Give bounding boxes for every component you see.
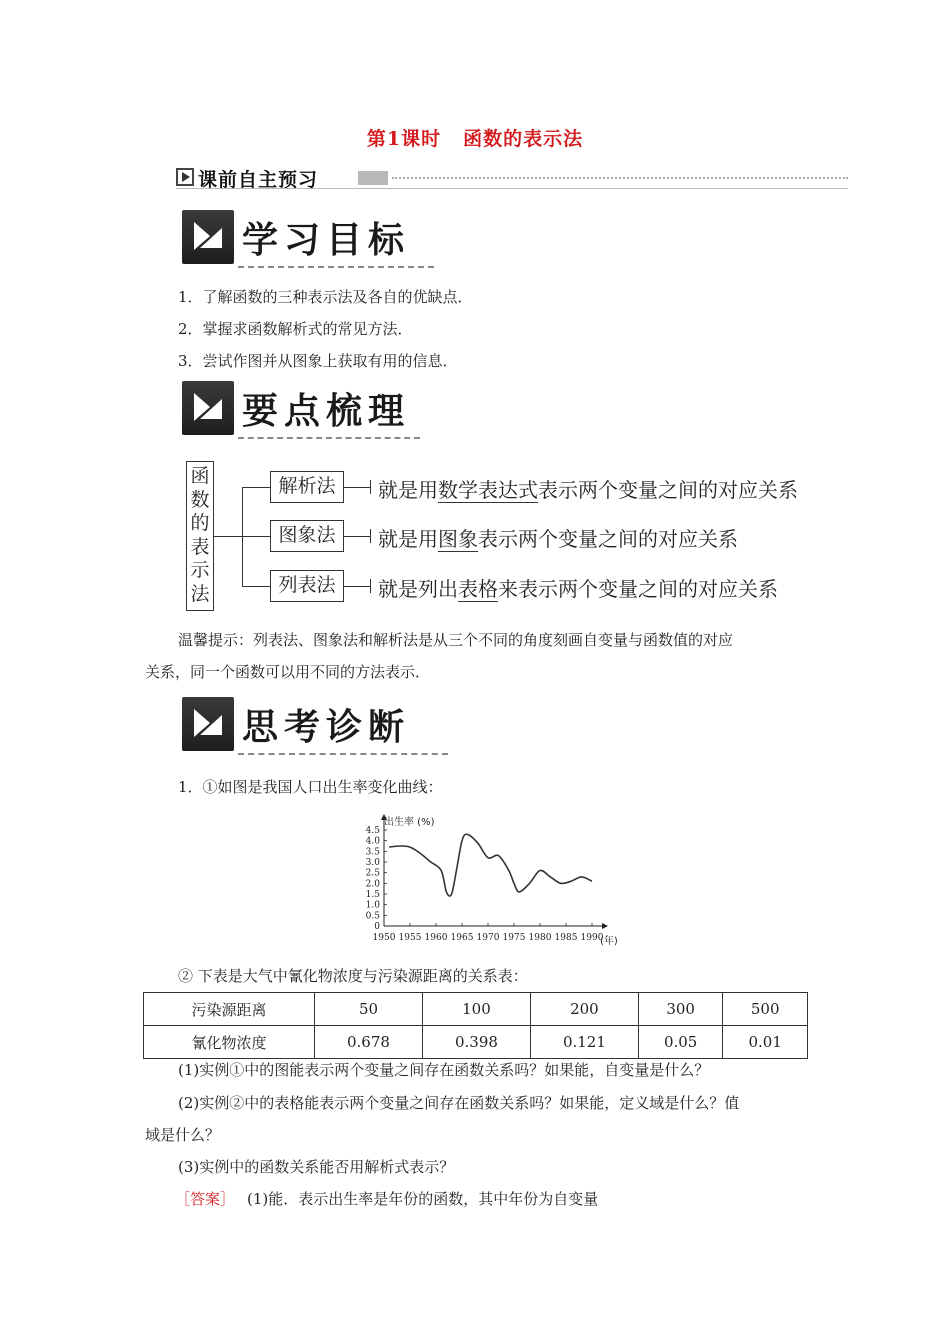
section-title-goals: 学习目标 (242, 220, 411, 261)
section-header-diagnose (182, 697, 448, 759)
desc-suffix: 表示两个变量之间的对应关系 (478, 527, 738, 551)
tip-line: 关系，同一个函数可以用不同的方法表示． (145, 663, 431, 681)
desc-prefix: 就是用 (378, 478, 438, 502)
table-cell: 0.398 (422, 1026, 530, 1059)
answer-tag: ［答案］ (175, 1190, 236, 1208)
play-arrow-icon (176, 168, 194, 186)
dashed-underline (238, 753, 448, 755)
table-cell: 污染源距离 (144, 993, 315, 1026)
arrow-badge-icon (182, 697, 234, 751)
tip-line: 温馨提示：列表法、图象法和解析法是从三个不同的角度刻画自变量与函数值的对应 (178, 631, 734, 649)
title-topic: 函数的表示法 (463, 128, 584, 150)
goal-item: 1．了解函数的三种表示法及各自的优缺点． (178, 288, 473, 306)
branch-connector (370, 579, 371, 593)
question-item: (2)实例②中的表格能表示两个变量之间存在函数关系吗？如果能，定义域是什么？值 (178, 1094, 740, 1112)
tree-connector (214, 536, 242, 537)
table-cell: 300 (638, 993, 723, 1026)
y-tick-label: 3.0 (365, 858, 380, 868)
table-cell: 100 (422, 993, 530, 1026)
section-header-goals (182, 210, 434, 272)
x-axis-arrow-icon (602, 923, 608, 929)
desc-key: 图象 (438, 527, 478, 551)
root-char: 的 (190, 512, 210, 534)
arrow-badge-icon (182, 381, 234, 435)
branch-connector (370, 480, 371, 494)
y-tick-label: 0.5 (365, 911, 380, 922)
x-tick-label: 1980 (528, 933, 552, 943)
page-title (0, 124, 950, 151)
answer-text: (1)能．表示出生率是年份的函数，其中年份为自变量 (247, 1190, 599, 1208)
x-axis-label: (年) (600, 936, 618, 947)
x-tick-label: 1965 (450, 933, 474, 943)
branch-connector (344, 536, 370, 537)
desc-suffix: 来表示两个变量之间的对应关系 (498, 577, 778, 601)
y-tick-label: 3.5 (365, 847, 380, 858)
desc-prefix: 就是列出 (378, 577, 458, 601)
y-tick-label: 4.5 (365, 826, 380, 836)
y-axis-label: 出生率 (%) (384, 817, 435, 828)
branch-description (378, 523, 738, 552)
preview-section-label: 课前自主预习 (198, 169, 319, 191)
tree-connector (242, 586, 270, 587)
section-title-diagnose: 思考诊断 (242, 707, 411, 748)
table-cell: 0.678 (315, 1026, 423, 1059)
x-tick-label: 1970 (476, 933, 500, 943)
y-tick-label: 2.5 (365, 868, 380, 879)
question-item: 域是什么？ (145, 1126, 221, 1144)
x-tick-label: 1955 (398, 933, 422, 943)
branch-box-graph: 图象法 (270, 520, 344, 552)
branch-description (378, 573, 778, 602)
y-tick-label: 2.0 (365, 879, 380, 890)
bar-block-decoration (358, 171, 388, 185)
preview-section-bar (176, 165, 848, 189)
table-row (144, 993, 808, 1026)
goal-item: 3．尝试作图并从图象上获取有用的信息． (178, 352, 458, 370)
root-char: 表 (190, 535, 210, 558)
desc-prefix: 就是用 (378, 527, 438, 551)
root-char: 法 (190, 582, 210, 605)
dashed-underline (238, 266, 434, 268)
branch-connector (344, 586, 370, 587)
tree-connector (242, 536, 270, 537)
branch-connector (370, 529, 371, 543)
desc-key: 数学表达式 (438, 478, 538, 502)
y-tick-label: 4.0 (365, 836, 380, 847)
arrow-badge-icon (182, 210, 234, 264)
question-item: (3)实例中的函数关系能否用解析式表示？ (178, 1158, 455, 1176)
x-tick-label: 1990 (580, 933, 604, 943)
table-cell: 200 (530, 993, 638, 1026)
x-tick-label: 1985 (554, 933, 578, 943)
table-cell: 0.01 (723, 1026, 808, 1059)
tree-connector (242, 487, 270, 488)
root-char: 示 (190, 559, 210, 581)
branch-box-analytic: 解析法 (270, 471, 344, 503)
tree-root-box (186, 461, 214, 611)
table-cell: 氰化物浓度 (144, 1026, 315, 1059)
table-cell: 0.121 (530, 1026, 638, 1059)
question-intro: 1．①如图是我国人口出生率变化曲线： (178, 778, 443, 796)
branch-box-table: 列表法 (270, 570, 344, 602)
y-tick-label: 0 (374, 922, 380, 932)
dashed-underline (238, 437, 420, 439)
desc-key: 表格 (458, 577, 498, 601)
y-tick-label: 1.5 (365, 890, 380, 900)
dotted-divider (392, 177, 848, 179)
y-tick-label: 1.0 (365, 900, 380, 911)
title-lesson: 第1课时 (366, 128, 442, 150)
question-item: (1)实例①中的图能表示两个变量之间存在函数关系吗？如果能，自变量是什么？ (178, 1061, 710, 1079)
section-title-points: 要点梳理 (242, 391, 411, 432)
bar-underline (176, 188, 848, 189)
table-cell: 50 (315, 993, 423, 1026)
series-line (389, 834, 592, 896)
table-intro: ② 下表是大气中氰化物浓度与污染源距离的关系表： (178, 967, 528, 985)
answer-line (175, 1189, 598, 1209)
branch-description (378, 474, 798, 503)
x-tick-label: 1960 (424, 933, 448, 943)
goal-item: 2．掌握求函数解析式的常见方法． (178, 320, 413, 338)
desc-suffix: 表示两个变量之间的对应关系 (538, 478, 798, 502)
concentration-table (143, 992, 808, 1059)
root-char: 函 (190, 465, 210, 487)
table-row (144, 1026, 808, 1059)
x-tick-label: 1950 (372, 933, 396, 943)
root-char: 数 (190, 488, 210, 511)
section-header-points (182, 381, 420, 443)
table-cell: 0.05 (638, 1026, 723, 1059)
birth-rate-chart (360, 808, 630, 950)
x-tick-label: 1975 (502, 933, 526, 943)
table-cell: 500 (723, 993, 808, 1026)
branch-connector (344, 487, 370, 488)
